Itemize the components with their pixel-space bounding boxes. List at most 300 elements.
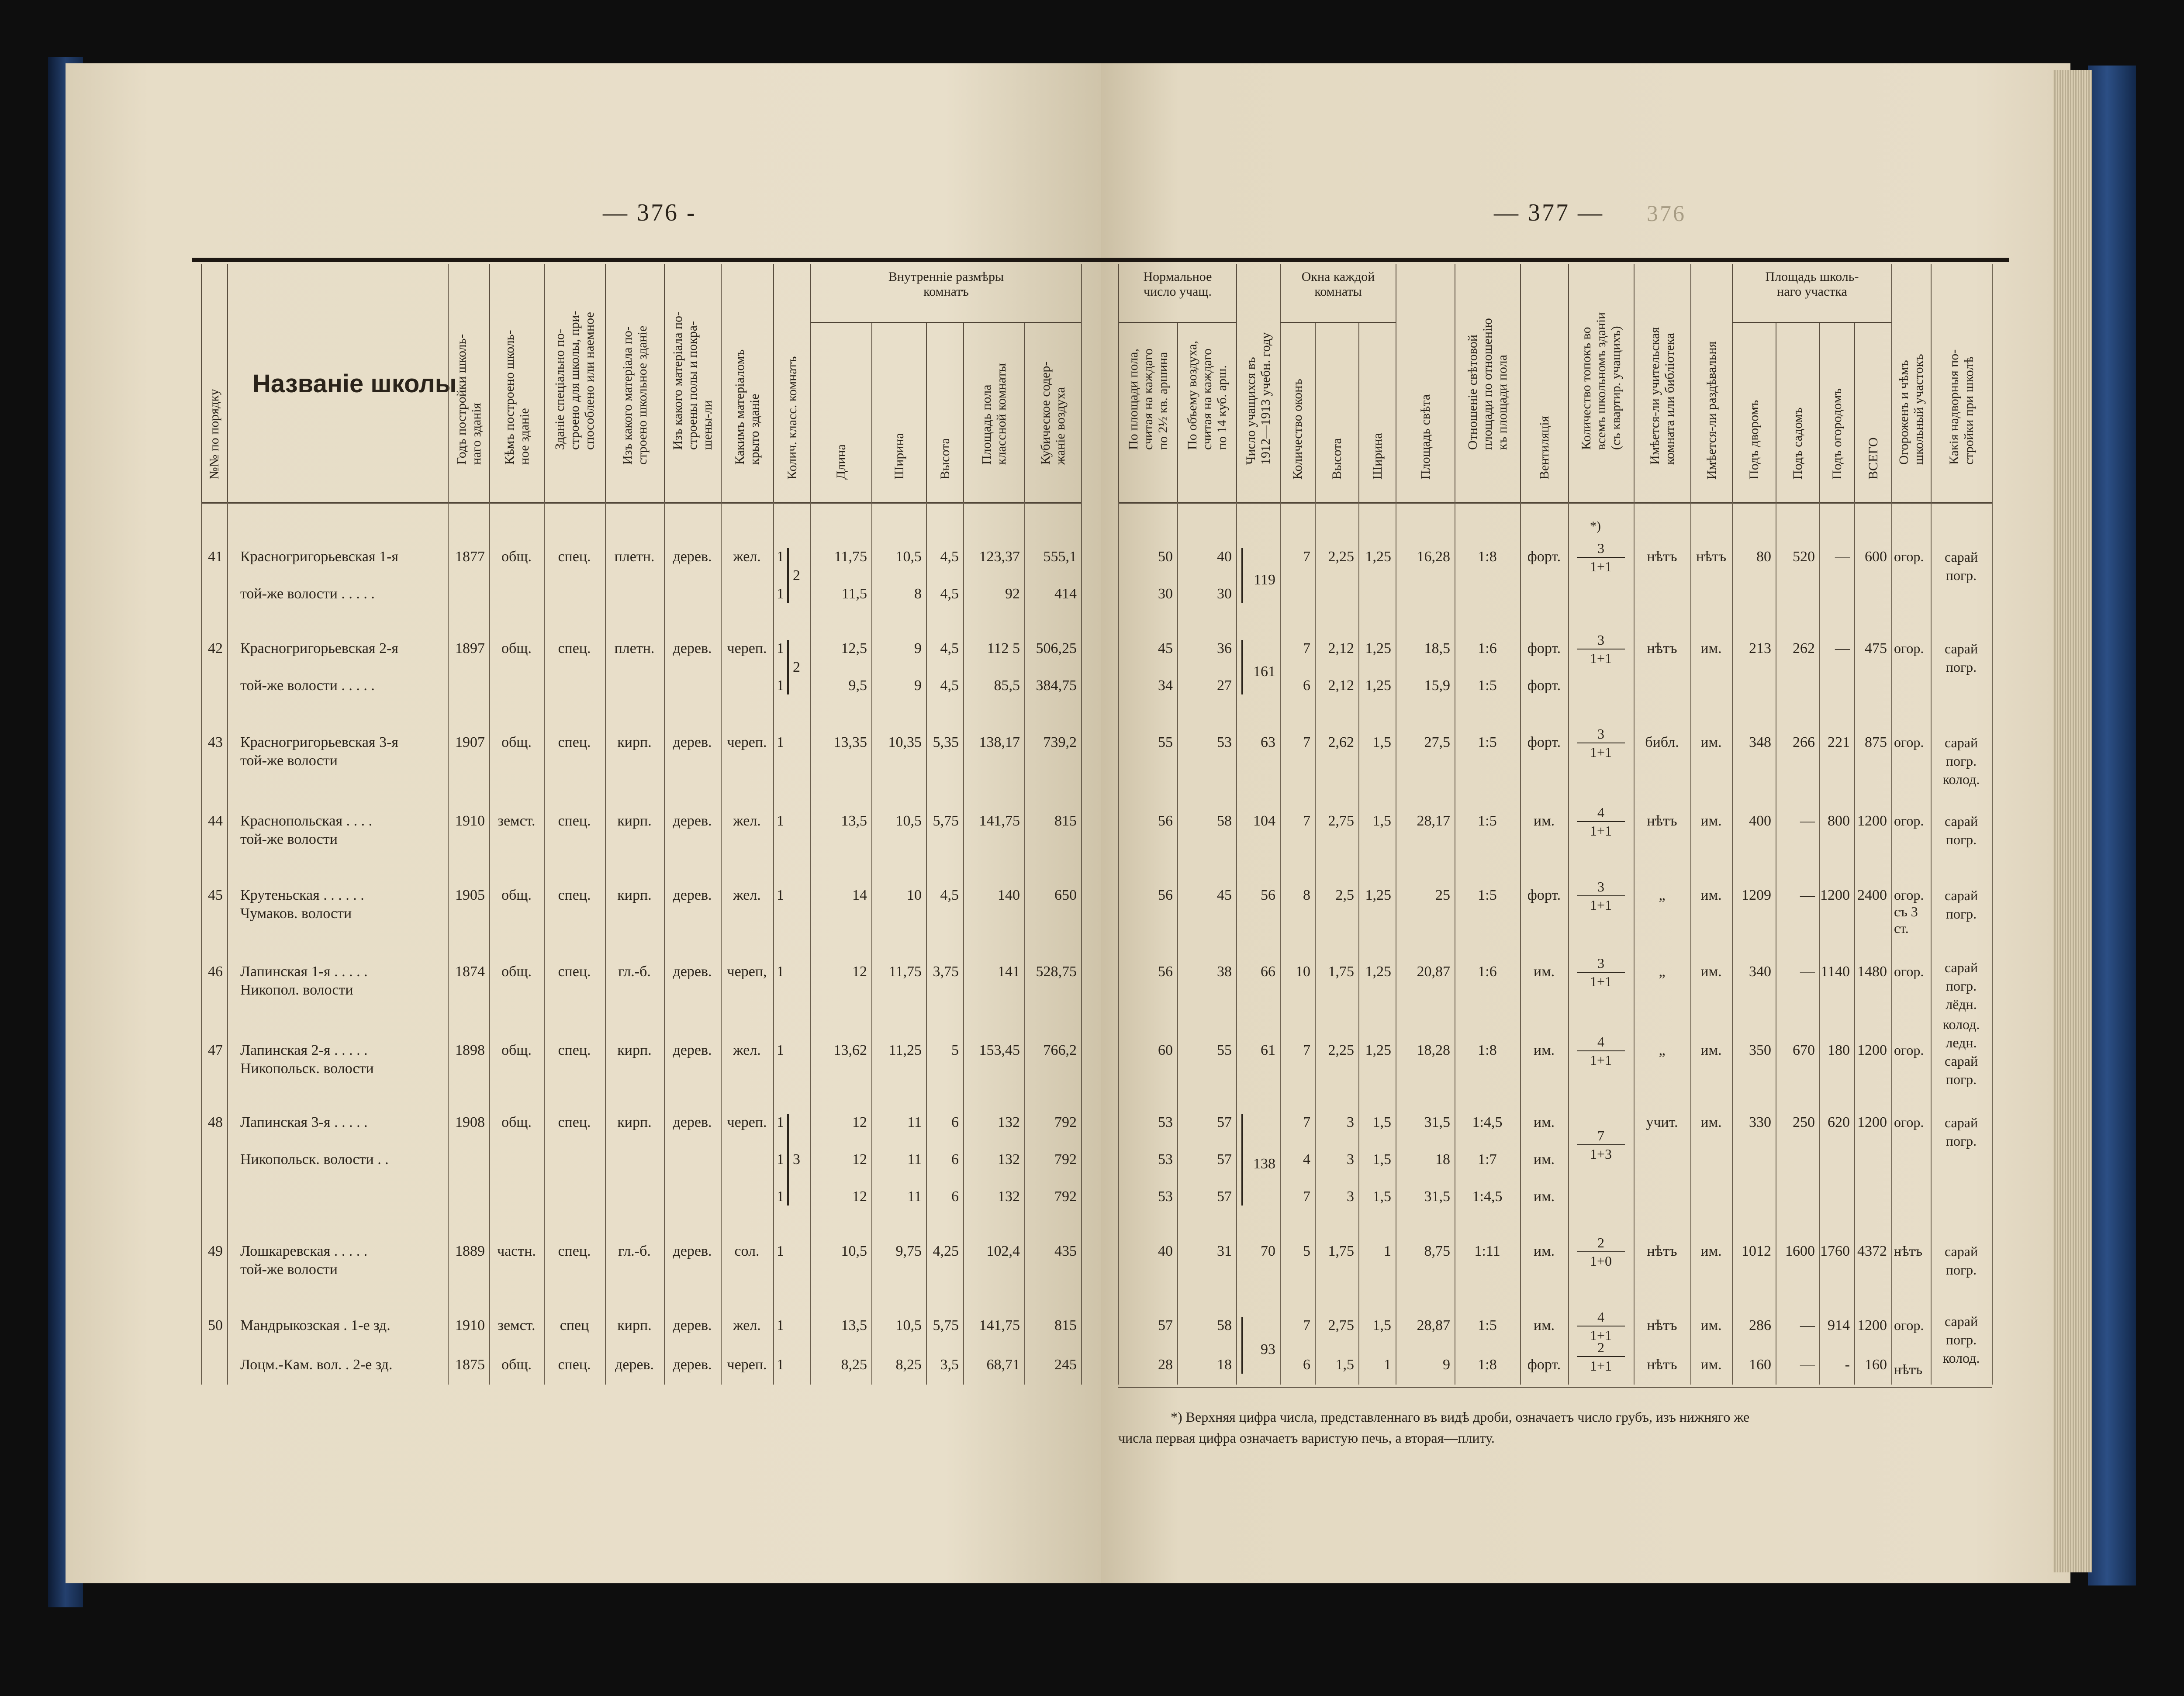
outbuilding: сарай bbox=[1944, 813, 1978, 829]
cubic-volume: 792 bbox=[1054, 1114, 1077, 1130]
header-year-cell bbox=[448, 264, 489, 502]
floor-area: 85,5 bbox=[994, 677, 1020, 694]
roof-material: череп. bbox=[727, 1114, 767, 1130]
header-window-height: Высота bbox=[1330, 438, 1344, 480]
norm-by-air: 45 bbox=[1217, 887, 1232, 903]
header-width-cell bbox=[871, 323, 926, 502]
plot-garden: — bbox=[1800, 964, 1815, 980]
special: спец. bbox=[558, 964, 591, 980]
window-count: 4 bbox=[1303, 1151, 1310, 1168]
window-height: 2,62 bbox=[1328, 734, 1354, 750]
norm-by-floor: 28 bbox=[1158, 1357, 1173, 1373]
light-ratio: 1:5 bbox=[1478, 813, 1497, 829]
norm-by-floor: 56 bbox=[1158, 887, 1173, 903]
header-roof-cell bbox=[721, 264, 773, 502]
outbuilding: сарай bbox=[1944, 549, 1978, 565]
outbuilding: колод. bbox=[1942, 1350, 1980, 1366]
header-outbuildings-cell bbox=[1931, 264, 1992, 502]
light-area: 31,5 bbox=[1424, 1188, 1450, 1205]
room-width: 10,5 bbox=[895, 813, 922, 829]
cubic-volume: 435 bbox=[1054, 1243, 1077, 1259]
dressing-room: им. bbox=[1700, 813, 1722, 829]
light-ratio: 1:11 bbox=[1474, 1243, 1500, 1259]
pupils-count: 161 bbox=[1253, 663, 1275, 680]
window-count: 6 bbox=[1303, 1357, 1310, 1373]
room-length: 11,5 bbox=[841, 586, 867, 602]
room-length: 14 bbox=[852, 887, 867, 903]
floor-area: 92 bbox=[1005, 586, 1020, 602]
floor-material: дерев. bbox=[673, 1317, 712, 1333]
floor-area: 132 bbox=[998, 1151, 1020, 1168]
ventilation: им. bbox=[1533, 1042, 1555, 1058]
outbuilding: сарай bbox=[1944, 1244, 1978, 1259]
norm-by-floor: 45 bbox=[1158, 640, 1173, 656]
cubic-volume: 815 bbox=[1054, 813, 1077, 829]
plot-garden: 1600 bbox=[1785, 1243, 1815, 1259]
room-count: 1 bbox=[777, 1042, 784, 1058]
header-special-line: строено для школы, при- bbox=[567, 311, 582, 450]
window-count: 8 bbox=[1303, 887, 1310, 903]
room-width: 11 bbox=[907, 1151, 922, 1168]
light-ratio: 1:8 bbox=[1478, 1357, 1497, 1373]
header-light-ratio-cell bbox=[1455, 264, 1520, 502]
column-divider bbox=[773, 502, 774, 1385]
rooms-brace bbox=[787, 1114, 789, 1206]
norm-by-floor: 53 bbox=[1158, 1151, 1173, 1168]
window-count: 5 bbox=[1303, 1243, 1310, 1259]
floor-area: 102,4 bbox=[986, 1243, 1020, 1259]
outbuilding: сарай bbox=[1944, 641, 1978, 656]
build-year: 1874 bbox=[455, 964, 485, 980]
header-light-area: Площадь свѣта bbox=[1418, 394, 1433, 480]
header-special bbox=[553, 311, 597, 450]
header-total: ВСЕГО bbox=[1866, 437, 1880, 480]
header-by-air bbox=[1185, 341, 1230, 450]
cubic-volume: 815 bbox=[1054, 1317, 1077, 1333]
column-divider bbox=[1891, 502, 1892, 1385]
norm-by-floor: 50 bbox=[1158, 549, 1173, 565]
room-width: 10,5 bbox=[895, 549, 922, 565]
fence: огор. съ 3 ст. bbox=[1894, 887, 1924, 936]
room-count: 1 bbox=[777, 1188, 784, 1205]
floor-area: 141,75 bbox=[979, 813, 1020, 829]
pupils-count: 104 bbox=[1253, 813, 1275, 829]
built-by: общ. bbox=[501, 964, 532, 980]
building-material: кирп. bbox=[617, 1114, 652, 1130]
plot-vegetable: 1140 bbox=[1821, 964, 1850, 980]
floor-area: 112 5 bbox=[987, 640, 1020, 656]
plot-yard: 286 bbox=[1749, 1317, 1771, 1333]
header-material bbox=[620, 326, 650, 465]
pupils-count: 119 bbox=[1254, 571, 1275, 588]
built-by: общ. bbox=[501, 549, 532, 565]
outbuilding: погр. bbox=[1946, 1071, 1977, 1087]
header-library bbox=[1648, 327, 1677, 465]
row-number: 44 bbox=[208, 813, 223, 829]
ventilation: форт. bbox=[1527, 1357, 1561, 1373]
window-height: 1,75 bbox=[1328, 1243, 1354, 1259]
header-year-line: Годъ постройки школь- bbox=[454, 334, 469, 465]
plot-vegetable: 800 bbox=[1828, 813, 1850, 829]
teacher-room: нѣтъ bbox=[1647, 1357, 1677, 1373]
stoves-denominator: 1+1 bbox=[1590, 897, 1612, 913]
norm-by-floor: 57 bbox=[1158, 1317, 1173, 1333]
plot-yard: 213 bbox=[1749, 640, 1771, 656]
outbuilding: погр. bbox=[1946, 832, 1977, 847]
header-total-cell bbox=[1854, 323, 1891, 502]
window-width: 1 bbox=[1384, 1357, 1391, 1373]
table-top-rule-left bbox=[192, 258, 1105, 262]
plot-yard: 1209 bbox=[1742, 887, 1771, 903]
plot-yard: 340 bbox=[1749, 964, 1771, 980]
header-fence bbox=[1897, 354, 1926, 465]
outbuilding: сарай bbox=[1944, 960, 1978, 975]
plot-garden: 250 bbox=[1793, 1114, 1815, 1130]
room-height: 4,5 bbox=[940, 887, 959, 903]
rooms-total: 2 bbox=[793, 567, 800, 584]
light-area: 27,5 bbox=[1424, 734, 1450, 750]
built-by: общ. bbox=[501, 887, 532, 903]
header-garden: Подъ садомъ bbox=[1790, 407, 1805, 480]
roof-material: сол. bbox=[734, 1243, 760, 1259]
cubic-volume: 739,2 bbox=[1043, 734, 1077, 750]
building-material: кирп. bbox=[617, 887, 652, 903]
light-area: 28,87 bbox=[1417, 1317, 1450, 1333]
header-window-width-cell bbox=[1358, 323, 1396, 502]
fence: огор. bbox=[1894, 1317, 1924, 1333]
window-height: 3 bbox=[1347, 1188, 1354, 1205]
building-material: гл.-б. bbox=[618, 964, 651, 980]
room-length: 12 bbox=[852, 1188, 867, 1205]
dressing-room: им. bbox=[1700, 1042, 1722, 1058]
header-number: №№ по порядку bbox=[207, 389, 221, 480]
plot-vegetable: 1760 bbox=[1820, 1243, 1850, 1259]
pupils-count: 63 bbox=[1261, 734, 1275, 750]
header-length-cell bbox=[810, 323, 871, 502]
stoves-numerator: 3 bbox=[1577, 631, 1625, 649]
window-width: 1,5 bbox=[1372, 1188, 1391, 1205]
header-by-air-cell bbox=[1177, 323, 1236, 502]
outbuilding: ледн. bbox=[1946, 1035, 1977, 1050]
window-count: 7 bbox=[1303, 549, 1310, 565]
stoves-fraction bbox=[1577, 954, 1625, 990]
teacher-room: нѣтъ bbox=[1647, 640, 1677, 656]
header-bottom-rule-left bbox=[201, 502, 1081, 504]
floor-area: 140 bbox=[998, 887, 1020, 903]
room-length: 12,5 bbox=[841, 640, 867, 656]
stoves-denominator: 1+1 bbox=[1590, 1052, 1612, 1068]
norm-by-air: 27 bbox=[1217, 677, 1232, 694]
plot-total: 1200 bbox=[1857, 813, 1887, 829]
dressing-room: им. bbox=[1700, 1114, 1722, 1130]
header-built-by-line: ное зданіе bbox=[517, 408, 532, 465]
light-ratio: 1:8 bbox=[1478, 1042, 1497, 1058]
header-special-line: способлено или наемное bbox=[582, 312, 597, 450]
roof-material: жел. bbox=[733, 1317, 761, 1333]
window-count: 7 bbox=[1303, 1114, 1310, 1130]
building-material: плетн. bbox=[614, 640, 655, 656]
build-year: 1908 bbox=[455, 1114, 485, 1130]
build-year: 1875 bbox=[455, 1357, 485, 1373]
fence: огор. bbox=[1894, 734, 1924, 750]
floor-material: дерев. bbox=[673, 640, 712, 656]
school-name-line-1: Красногригорьевская 2-я bbox=[240, 640, 399, 656]
header-dressing: Имѣется-ли раздѣвальня bbox=[1704, 341, 1719, 480]
cubic-volume: 414 bbox=[1054, 586, 1077, 602]
room-count: 1 bbox=[777, 1114, 784, 1130]
stoves-denominator: 1+1 bbox=[1590, 823, 1612, 839]
school-name-line-1: Красногригорьевская 3-я bbox=[240, 734, 399, 750]
window-width: 1,25 bbox=[1365, 887, 1391, 903]
build-year: 1897 bbox=[455, 640, 485, 656]
stoves-fraction bbox=[1577, 1033, 1625, 1069]
built-by: общ. bbox=[501, 1042, 532, 1058]
teacher-room: нѣтъ bbox=[1647, 813, 1677, 829]
ventilation: форт. bbox=[1527, 734, 1561, 750]
teacher-room: учит. bbox=[1646, 1114, 1678, 1130]
light-ratio: 1:6 bbox=[1478, 640, 1497, 656]
plot-garden: — bbox=[1800, 813, 1815, 829]
header-yard: Подъ дворомъ bbox=[1747, 400, 1761, 480]
plot-vegetable: — bbox=[1835, 640, 1850, 656]
header-vegetable: Подъ огородомъ bbox=[1830, 388, 1844, 480]
norm-by-air: 55 bbox=[1217, 1042, 1232, 1058]
header-pupils-cell bbox=[1236, 264, 1280, 502]
light-ratio: 1:8 bbox=[1478, 549, 1497, 565]
window-height: 2,25 bbox=[1328, 549, 1354, 565]
building-material: кирп. bbox=[617, 1317, 652, 1333]
header-library-line: Имѣется-ли учительская bbox=[1648, 327, 1662, 465]
window-count: 7 bbox=[1303, 1042, 1310, 1058]
school-name-line-1: Лапинская 3-я . . . . . bbox=[240, 1114, 368, 1130]
teacher-room: „ bbox=[1659, 887, 1666, 903]
window-width: 1,25 bbox=[1365, 677, 1391, 694]
built-by: общ. bbox=[501, 1114, 532, 1130]
plot-vegetable: 1200 bbox=[1820, 887, 1850, 903]
header-school-name: Названіе школы bbox=[252, 370, 457, 398]
outbuilding: погр. bbox=[1946, 906, 1977, 922]
fence: нѣтъ bbox=[1894, 1243, 1923, 1259]
roof-material: череп. bbox=[727, 734, 767, 750]
light-ratio: 1:7 bbox=[1478, 1151, 1497, 1168]
cubic-volume: 792 bbox=[1054, 1151, 1077, 1168]
header-built-by-line: Кѣмъ построено школь- bbox=[502, 330, 517, 465]
row-number: 46 bbox=[208, 964, 223, 980]
teacher-room: нѣтъ bbox=[1647, 1243, 1677, 1259]
header-pupils bbox=[1244, 332, 1273, 465]
header-material-line: Изъ какого матеріала по- bbox=[620, 326, 635, 465]
light-ratio: 1:5 bbox=[1478, 677, 1497, 694]
header-stoves-line: Количество топокъ во bbox=[1579, 327, 1593, 450]
plot-yard: 330 bbox=[1749, 1114, 1771, 1130]
stoves-denominator: 1+1 bbox=[1590, 650, 1612, 666]
window-width: 1,25 bbox=[1365, 964, 1391, 980]
special: спец bbox=[560, 1317, 589, 1333]
header-pupils-line: 1912—1913 учебн. году bbox=[1258, 332, 1273, 465]
header-by-floor-line: считая на каждаго bbox=[1140, 348, 1155, 450]
floor-material: дерев. bbox=[673, 549, 712, 565]
ventilation: форт. bbox=[1527, 677, 1561, 694]
norm-by-air: 31 bbox=[1217, 1243, 1232, 1259]
stoves-fraction bbox=[1577, 804, 1625, 839]
plot-garden: — bbox=[1800, 1357, 1815, 1373]
outbuilding: погр. bbox=[1946, 659, 1977, 675]
stoves-numerator: 4 bbox=[1577, 804, 1625, 822]
outbuilding: сарай bbox=[1944, 1115, 1978, 1130]
window-width: 1,5 bbox=[1372, 813, 1391, 829]
special: спец. bbox=[558, 640, 591, 656]
special: спец. bbox=[558, 1357, 591, 1373]
school-name-line-1: Красногригорьевская 1-я bbox=[240, 549, 399, 565]
header-outbuildings-line: стройки при школѣ bbox=[1962, 356, 1976, 465]
room-length: 13,35 bbox=[833, 734, 867, 750]
window-width: 1,5 bbox=[1372, 1151, 1391, 1168]
plot-garden: — bbox=[1800, 1317, 1815, 1333]
header-by-floor-line: по 2½ кв. аршина bbox=[1155, 352, 1170, 450]
header-stoves-line: (съ квартир. учащихъ) bbox=[1609, 326, 1623, 450]
teacher-room: нѣтъ bbox=[1647, 1317, 1677, 1333]
room-width: 8,25 bbox=[895, 1357, 922, 1373]
school-name-line-1: Лошкаревская . . . . . bbox=[240, 1243, 368, 1259]
stoves-denominator: 1+3 bbox=[1590, 1146, 1612, 1162]
fence: огор. bbox=[1894, 549, 1924, 564]
light-area: 18 bbox=[1435, 1151, 1450, 1168]
light-ratio: 1:5 bbox=[1478, 734, 1497, 750]
row-number: 42 bbox=[208, 640, 223, 656]
room-length: 13,62 bbox=[833, 1042, 867, 1058]
floor-material: дерев. bbox=[673, 1357, 712, 1373]
plot-total: 600 bbox=[1865, 549, 1887, 565]
cubic-volume: 506,25 bbox=[1036, 640, 1077, 656]
outbuilding: колод. bbox=[1942, 771, 1980, 787]
header-plot-line: наго участка bbox=[1777, 284, 1847, 299]
header-height-cell bbox=[926, 323, 963, 502]
room-width: 10,35 bbox=[888, 734, 922, 750]
header-floor-area-cell bbox=[963, 323, 1024, 502]
plot-total: 160 bbox=[1865, 1357, 1887, 1373]
school-name-line-1: Мандрыкозская . 1-е зд. bbox=[240, 1317, 390, 1333]
outbuilding: сарай bbox=[1944, 735, 1978, 750]
header-built-by bbox=[502, 330, 532, 465]
header-ventilation: Вентиляція bbox=[1537, 416, 1552, 480]
stoves-fraction bbox=[1577, 725, 1625, 761]
room-length: 9,5 bbox=[848, 677, 867, 694]
norm-by-floor: 40 bbox=[1158, 1243, 1173, 1259]
cubic-volume: 650 bbox=[1054, 887, 1077, 903]
header-floor-line: шены-ли bbox=[700, 400, 715, 450]
norm-by-air: 57 bbox=[1217, 1114, 1232, 1130]
light-area: 28,17 bbox=[1417, 813, 1450, 829]
footnote-line-1: *) Верхняя цифра числа, представленнаго въ видѣ дроби, означаетъ число грубъ, изъ нижняго же bbox=[1171, 1409, 1750, 1425]
outbuilding: сарай bbox=[1944, 1053, 1978, 1069]
footnote bbox=[1118, 1406, 1992, 1448]
room-height: 6 bbox=[951, 1114, 959, 1130]
table-bottom-rule bbox=[1118, 1387, 1992, 1388]
window-count: 7 bbox=[1303, 1317, 1310, 1333]
header-library-line: комната или библіотека bbox=[1662, 333, 1677, 465]
floor-area: 123,37 bbox=[979, 549, 1020, 565]
room-width: 10 bbox=[907, 887, 922, 903]
row-number: 50 bbox=[208, 1317, 223, 1333]
header-material-line: строено школьное зданіе bbox=[635, 325, 650, 465]
school-name-line-1: Лапинская 2-я . . . . . bbox=[240, 1042, 368, 1058]
building-material: плетн. bbox=[614, 549, 655, 565]
ventilation: им. bbox=[1533, 1114, 1555, 1130]
norm-by-floor: 53 bbox=[1158, 1188, 1173, 1205]
rooms-brace bbox=[787, 548, 789, 603]
room-length: 12 bbox=[852, 1114, 867, 1130]
window-width: 1,5 bbox=[1372, 734, 1391, 750]
plot-total: 475 bbox=[1865, 640, 1887, 656]
plot-vegetable: 180 bbox=[1828, 1042, 1850, 1058]
header-window-count: Количество оконъ bbox=[1290, 379, 1305, 480]
light-area: 18,5 bbox=[1424, 640, 1450, 656]
header-floor-cell bbox=[664, 264, 721, 502]
dressing-room: им. bbox=[1700, 640, 1722, 656]
room-width: 9,75 bbox=[895, 1243, 922, 1259]
header-normal-number-cell bbox=[1118, 264, 1236, 323]
roof-material: жел. bbox=[733, 887, 761, 903]
fence: огор. bbox=[1894, 640, 1924, 656]
outbuilding: погр. bbox=[1946, 1262, 1977, 1278]
build-year: 1877 bbox=[455, 549, 485, 565]
school-name-line-1: Краснопольская . . . . bbox=[240, 813, 373, 829]
room-height: 4,5 bbox=[940, 586, 959, 602]
light-area: 18,28 bbox=[1417, 1042, 1450, 1058]
stoves-numerator: 3 bbox=[1577, 539, 1625, 558]
plot-garden: 266 bbox=[1793, 734, 1815, 750]
outbuilding: колод. bbox=[1942, 1016, 1980, 1032]
pupils-count: 56 bbox=[1261, 887, 1275, 903]
school-name-line-2: Лоцм.-Кам. вол. . 2-е зд. bbox=[240, 1357, 393, 1373]
school-name-line-2: той-же волости . . . . . bbox=[240, 586, 375, 602]
room-count: 1 bbox=[777, 677, 784, 694]
header-window-height-cell bbox=[1315, 323, 1358, 502]
header-cubic bbox=[1038, 362, 1068, 465]
window-height: 2,25 bbox=[1328, 1042, 1354, 1058]
pupils-count: 138 bbox=[1253, 1156, 1275, 1172]
fence: огор. bbox=[1894, 1114, 1924, 1130]
floor-material: дерев. bbox=[673, 964, 712, 980]
light-area: 15,9 bbox=[1424, 677, 1450, 694]
header-floor-line: строены полы и покра- bbox=[685, 321, 700, 450]
header-ventilation-cell bbox=[1520, 264, 1568, 502]
light-area: 16,28 bbox=[1417, 549, 1450, 565]
plot-vegetable: — bbox=[1835, 549, 1850, 565]
stoves-numerator: 3 bbox=[1577, 878, 1625, 896]
header-rooms: Колич. класс. комнатъ bbox=[784, 356, 799, 480]
page-edges bbox=[2053, 70, 2092, 1572]
window-count: 7 bbox=[1303, 1188, 1310, 1205]
ventilation: форт. bbox=[1527, 887, 1561, 903]
light-ratio: 1:4,5 bbox=[1472, 1188, 1503, 1205]
header-special-line: Зданіе спеціально по- bbox=[553, 329, 567, 450]
header-by-floor-cell bbox=[1118, 323, 1177, 502]
ventilation: им. bbox=[1533, 1188, 1555, 1205]
window-count: 6 bbox=[1303, 677, 1310, 694]
norm-by-floor: 56 bbox=[1158, 813, 1173, 829]
built-by: общ. bbox=[501, 640, 532, 656]
plot-yard: 400 bbox=[1749, 813, 1771, 829]
build-year: 1910 bbox=[455, 813, 485, 829]
fence: огор. bbox=[1894, 964, 1924, 979]
teacher-room: библ. bbox=[1645, 734, 1679, 750]
ventilation: им. bbox=[1533, 1151, 1555, 1168]
header-fence-cell bbox=[1891, 264, 1931, 502]
window-count: 7 bbox=[1303, 813, 1310, 829]
header-garden-cell bbox=[1776, 323, 1819, 502]
built-by: частн. bbox=[497, 1243, 536, 1259]
